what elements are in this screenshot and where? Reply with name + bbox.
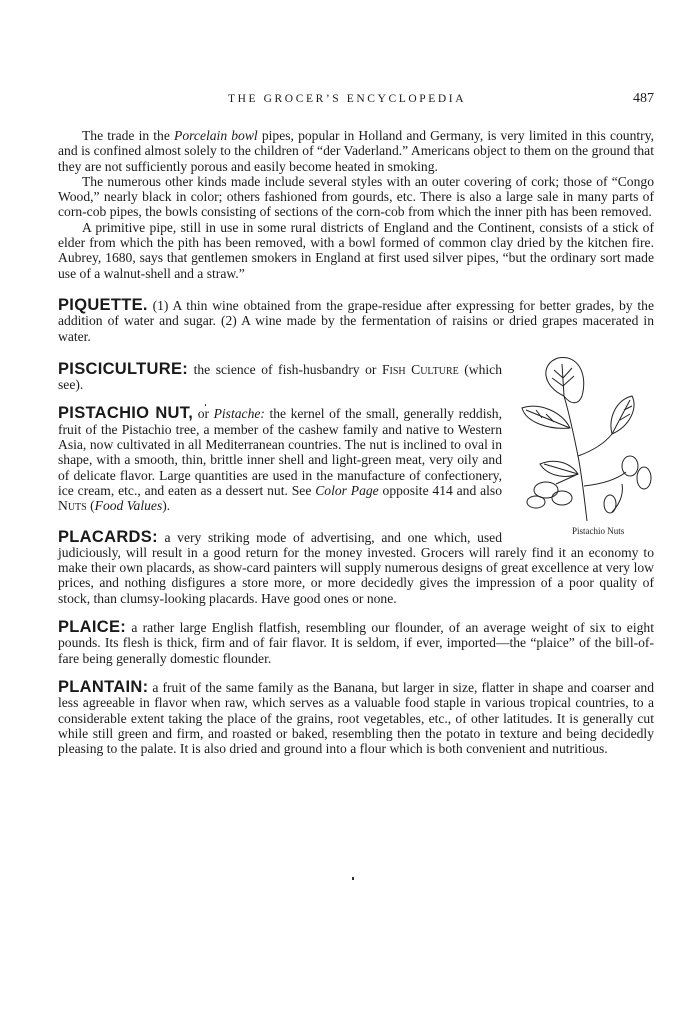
running-title: THE GROCER’S ENCYCLOPEDIA (228, 93, 467, 105)
pistachio-illustration (512, 356, 662, 542)
entry-piquette: PIQUETTE. (1) A thin wine obtained from the grape-residue after expressing for better grades, by the addition of water and sugar. (2) A wine made by the fermentation of raisins or dried grapes macerated in water. (58, 295, 654, 344)
figure-caption: Pistachio Nuts (572, 525, 625, 536)
ink-speck (205, 404, 206, 406)
ink-speck (352, 877, 354, 880)
pistachio-branch-drawing (512, 356, 662, 526)
entry-plantain: PLANTAIN: a fruit of the same family as the Banana, but larger in size, flatter in shape and coarser and less agreeable in flavor when raw, which serves as a valuable food staple in various tropical countries, to a considerable extent taking the place of the grains, root vegetables, etc., of other latitudes. It is generally cut while still green and firm, and roasted or baked, resembling then the potato in texture and being decidedly pleasing to the palate. It is also dried and ground into a flour which is both convenient and nutritious. (58, 677, 654, 757)
intro-paragraph-1: The trade in the Porcelain bowl pipes, popular in Holland and Germany, is very limited in this country, and is confined almost solely to the children of “der Vaderland.” Americans object to them on the ground that they are not sufficiently porous and easily become heated in smoking. (58, 128, 655, 174)
headword-piquette: PIQUETTE. (58, 295, 148, 314)
headword-plantain: PLANTAIN: (58, 677, 149, 696)
headword-pistachio-nut: PISTACHIO NUT, (58, 404, 194, 423)
running-header (58, 93, 654, 111)
page-body (58, 128, 654, 756)
entry-plaice: PLAICE: a rather large English flatfish, resembling our flounder, of an average weight of six to eight pounds. Its flesh is thick, firm and of fair flavor. It is seldom, if ever, imported—the “plaice” of the bill-of-fare being generally domestic flounder. (58, 618, 654, 666)
intro-paragraph-3: A primitive pipe, still in use in some rural districts of England and the Continent, consists of a stick of elder from which the pith has been removed, with a bowl formed of common clay dried by the kitchen fire. Aubrey, 1680, says that gentlemen smokers in England at first used silver pipes, “but the ordinary sort made use of a walnut-shell and a straw.” (58, 219, 654, 281)
intro-paragraph-2: The numerous other kinds made include several styles with an outer covering of cork; those of “Congo Wood,” nearly black in color; others fashioned from gourds, etc. There is also a large sale in many parts of corn-cob pipes, the bowls consisting of sections of the corn-cob from which the inner pith has been removed. (58, 173, 654, 220)
headword-plaice: PLAICE: (58, 618, 127, 637)
page-number: 487 (633, 91, 654, 106)
entry-pistachio-nut: PISTACHIO NUT, or Pistache: the kernel of the small, generally reddish, fruit of the Pistachio tree, a member of the cashew family and native to Western Asia, now cultivated in all Mediterranean countries. The nut is inclined to oval in shape, with a smooth, thin, brittle inner shell and light-green meat, very oily and of delicate flavor. Large quantities are used in the manufacture of confectionery, ice cream, etc., and eaten as a dessert nut. See Color Page opposite 414 and also Nuts (Food Values). (58, 404, 503, 514)
entry-pisciculture: PISCICULTURE: the science of fish-husbandry or Fish Culture (which see). (58, 359, 502, 393)
headword-pisciculture: PISCICULTURE: (58, 359, 189, 378)
headword-placards: PLACARDS: (58, 527, 158, 546)
entry-placards: PLACARDS: a very striking mode of advertising, and one which, used judiciously, will result in a good return for the money invested. Grocers will rarely find it an economy to make their own placards, as show-card painters will supply numerous designs of great excellence at very low prices, and nothing disfigures a store more, or more decidedly gives the impression of a poor quality of stock, than clumsy-looking placards. Have good ones or none. (58, 527, 654, 606)
